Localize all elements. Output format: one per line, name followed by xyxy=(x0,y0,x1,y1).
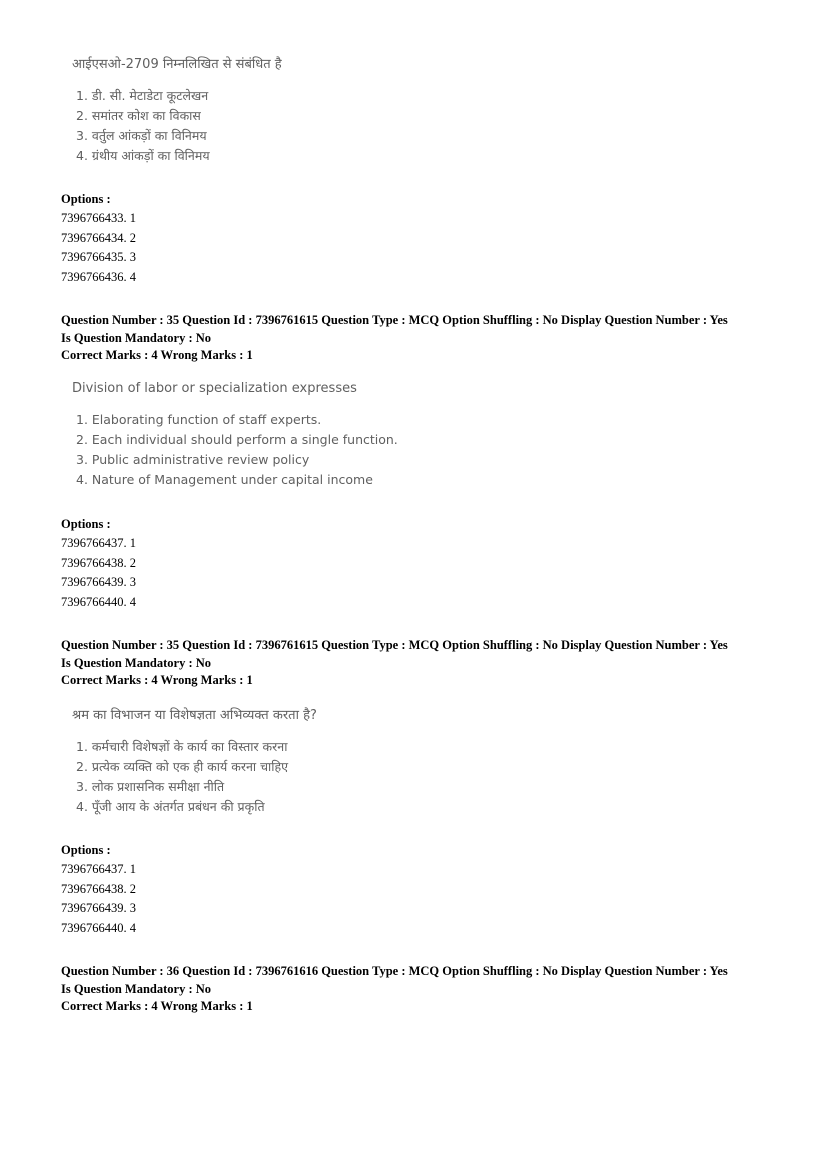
question-stem: श्रम का विभाजन या विशेषज्ञता अभिव्यक्त करता है? xyxy=(72,708,317,723)
question-choice: 2. Each individual should perform a single function. xyxy=(76,432,398,447)
option-item: 7396766433. 1 xyxy=(61,211,136,225)
question-choice: 3. लोक प्रशासनिक समीक्षा नीति xyxy=(76,779,225,794)
options-label: Options : xyxy=(61,517,111,531)
option-item: 7396766439. 3 xyxy=(61,901,136,916)
question-choice: 1. डी. सी. मेटाडेटा कूटलेखन xyxy=(76,88,209,103)
option-item: 7396766440. 4 xyxy=(61,921,136,936)
question-marks-line: Correct Marks : 4 Wrong Marks : 1 xyxy=(61,673,253,687)
options-block xyxy=(61,841,136,939)
option-item: 7396766439. 3 xyxy=(61,575,136,590)
question-stem: Division of labor or specialization expresses xyxy=(72,381,357,396)
question-mandatory-line: Is Question Mandatory : No xyxy=(61,655,212,670)
option-item: 7396766438. 2 xyxy=(61,555,136,570)
options-label: Options : xyxy=(61,192,111,206)
option-item: 7396766438. 2 xyxy=(61,881,136,896)
question-choice: 2. समांतर कोश का विकास xyxy=(76,108,201,123)
question-choice-list xyxy=(72,410,398,490)
question-choice-list xyxy=(72,86,282,166)
question-choice: 1. Elaborating function of staff experts. xyxy=(76,412,322,427)
question-header xyxy=(61,963,781,1016)
option-item: 7396766434. 2 xyxy=(61,230,136,245)
question-meta-line: Question Number : 36 Question Id : 7396761616 Question Type : MCQ Option Shuffling : No Display Question Number : Yes xyxy=(61,964,728,978)
question-choice: 3. Public administrative review policy xyxy=(76,452,310,467)
options-label: Options : xyxy=(61,843,111,857)
option-item: 7396766435. 3 xyxy=(61,250,136,265)
question-choice: 2. प्रत्येक व्यक्ति को एक ही कार्य करना चाहिए xyxy=(76,759,289,774)
question-meta-line: Question Number : 35 Question Id : 7396761615 Question Type : MCQ Option Shuffling : No Display Question Number : Yes xyxy=(61,313,728,327)
question-marks-line: Correct Marks : 4 Wrong Marks : 1 xyxy=(61,999,253,1013)
option-item: 7396766436. 4 xyxy=(61,270,136,285)
question-choice: 3. वर्तुल आंकड़ों का विनिमय xyxy=(76,128,207,143)
question-image-hindi-iso2709 xyxy=(72,54,282,166)
question-choice: 4. Nature of Management under capital income xyxy=(76,472,373,487)
question-marks-line: Correct Marks : 4 Wrong Marks : 1 xyxy=(61,348,253,362)
option-item: 7396766437. 1 xyxy=(61,536,136,550)
question-mandatory-line: Is Question Mandatory : No xyxy=(61,981,212,996)
question-header xyxy=(61,312,781,365)
question-choice-list xyxy=(72,737,317,817)
question-meta-line: Question Number : 35 Question Id : 7396761615 Question Type : MCQ Option Shuffling : No Display Question Number : Yes xyxy=(61,638,728,652)
options-block xyxy=(61,190,136,288)
question-image-hindi xyxy=(72,705,317,817)
option-item: 7396766437. 1 xyxy=(61,862,136,876)
question-choice: 1. कर्मचारी विशेषज्ञों के कार्य का विस्तार करना xyxy=(76,739,288,754)
question-choice: 4. ग्रंथीय आंकड़ों का विनिमय xyxy=(76,148,210,163)
question-header xyxy=(61,637,781,690)
option-item: 7396766440. 4 xyxy=(61,595,136,610)
question-choice: 4. पूँजी आय के अंतर्गत प्रबंधन की प्रकृति xyxy=(76,799,265,814)
options-block xyxy=(61,515,136,613)
question-stem: आईएसओ-2709 निम्नलिखित से संबंधित है xyxy=(72,57,282,72)
question-image-english xyxy=(72,381,398,490)
question-mandatory-line: Is Question Mandatory : No xyxy=(61,330,212,345)
